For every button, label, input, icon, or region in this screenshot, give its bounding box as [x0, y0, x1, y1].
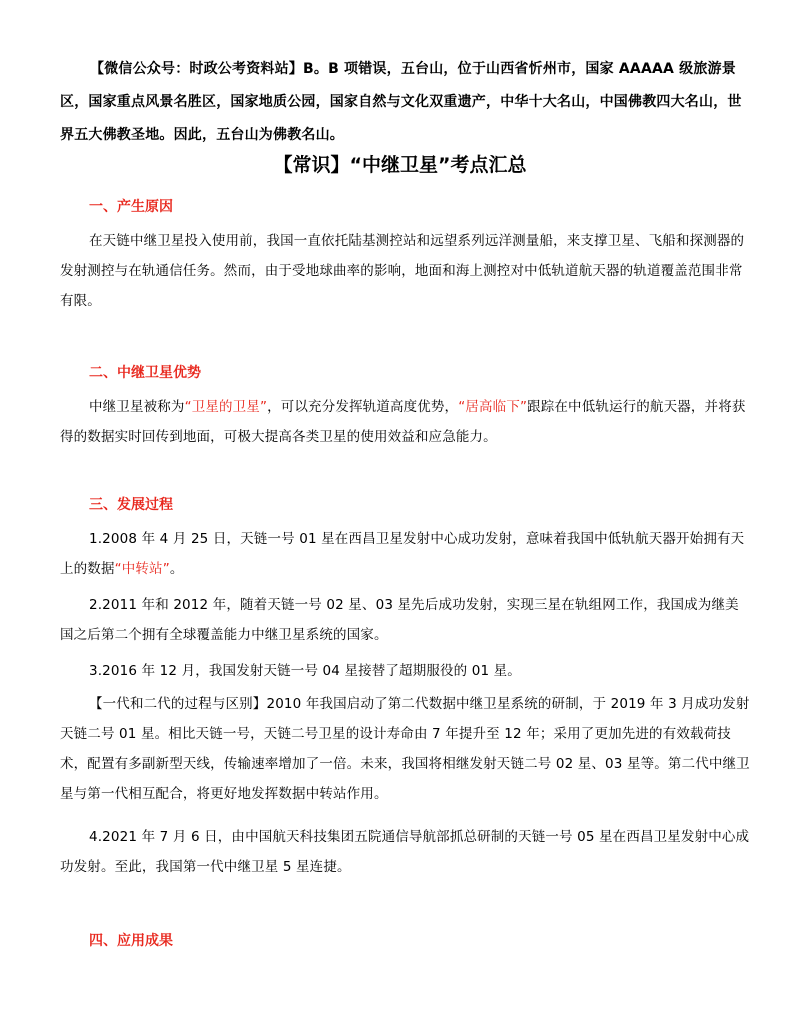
section-3-paragraph-2: 2.2011 年和 2012 年，随着天链一号 02 星、03 星先后成功发射，实现三星在轨组网工作，我国成为继美国之后第二个拥有全球覆盖能力中继卫星系统的国家。	[60, 597, 739, 643]
section-heading-4: 四、应用成果	[89, 933, 173, 949]
section-3-paragraph-5: 4.2021 年 7 月 6 日，由中国航天科技集团五院通信导航部抓总研制的天链一号 05 星在西昌卫星发射中心成功发射。至此，我国第一代中继卫星 5 星连捷。	[60, 829, 750, 875]
page-title: 【常识】“中继卫星”考点汇总	[273, 154, 527, 176]
section-3-p1-text-c: 。	[169, 561, 184, 577]
section-3-paragraph-4: 【一代和二代的过程与区别】2010 年我国启动了第二代数据中继卫星系统的研制，于 2019 年 3 月成功发射天链二号 01 星。相比天链一号，天链二号卫星的设计寿命由 7 年提升至 12 年；采用了更加先进的有效载荷技术，配置有多副新型天线，传输速率增加了一倍。未来，我国将相继发射天链二号 02 星、03 星等。第二代中继卫星与第一代相互配合，将更好地发挥数据中转站作用。	[60, 696, 750, 802]
section-heading-2: 二、中继卫星优势	[89, 365, 201, 381]
intro-paragraph-block	[60, 53, 750, 152]
section-heading-1: 一、产生原因	[89, 199, 173, 215]
section-3-p1-text-a: 1.2008 年 4 月 25 日，天链一号 01 星在西昌卫星发射中心成功发射，意味着我国中低轨航天器开始拥有天上的数据	[60, 531, 745, 577]
section-3-paragraph-3: 3.2016 年 12 月，我国发射天链一号 04 星接替了超期服役的 01 星。	[89, 663, 521, 679]
highlight-satellite-of-satellites: “卫星的卫星”	[184, 399, 268, 415]
highlight-relay-station: “中转站”	[114, 561, 170, 577]
section-2-paragraph	[60, 392, 750, 452]
section-1-paragraph: 在天链中继卫星投入使用前，我国一直依托陆基测控站和远望系列远洋测量船，来支撑卫星、飞船和探测器的发射测控与在轨通信任务。然而，由于受地球曲率的影响，地面和海上测控对中低轨道航天器的轨道覆盖范围非常有限。	[60, 233, 745, 309]
highlight-high-position: “居高临下”	[458, 399, 528, 415]
section-heading-3: 三、发展过程	[89, 497, 173, 513]
intro-paragraph: 【微信公众号：时政公考资料站】B。B 项错误，五台山，位于山西省忻州市，国家 AAAAA 级旅游景区，国家重点风景名胜区，国家地质公园，国家自然与文化双重遗产，中华十大名山，中国佛教四大名山，世界五大佛教圣地。因此，五台山为佛教名山。	[60, 61, 742, 143]
section-2-text-a: 中继卫星被称为	[89, 399, 185, 415]
section-3-paragraph-1	[60, 524, 750, 584]
section-2-text-e: 跟踪在中低轨运行的航天器，并将获得的数据实时回传到地面，可极大提高各类卫星的使用效益和应急能力。	[60, 399, 746, 445]
section-2-text-c: ，可以充分发挥轨道高度优势，	[267, 399, 459, 415]
